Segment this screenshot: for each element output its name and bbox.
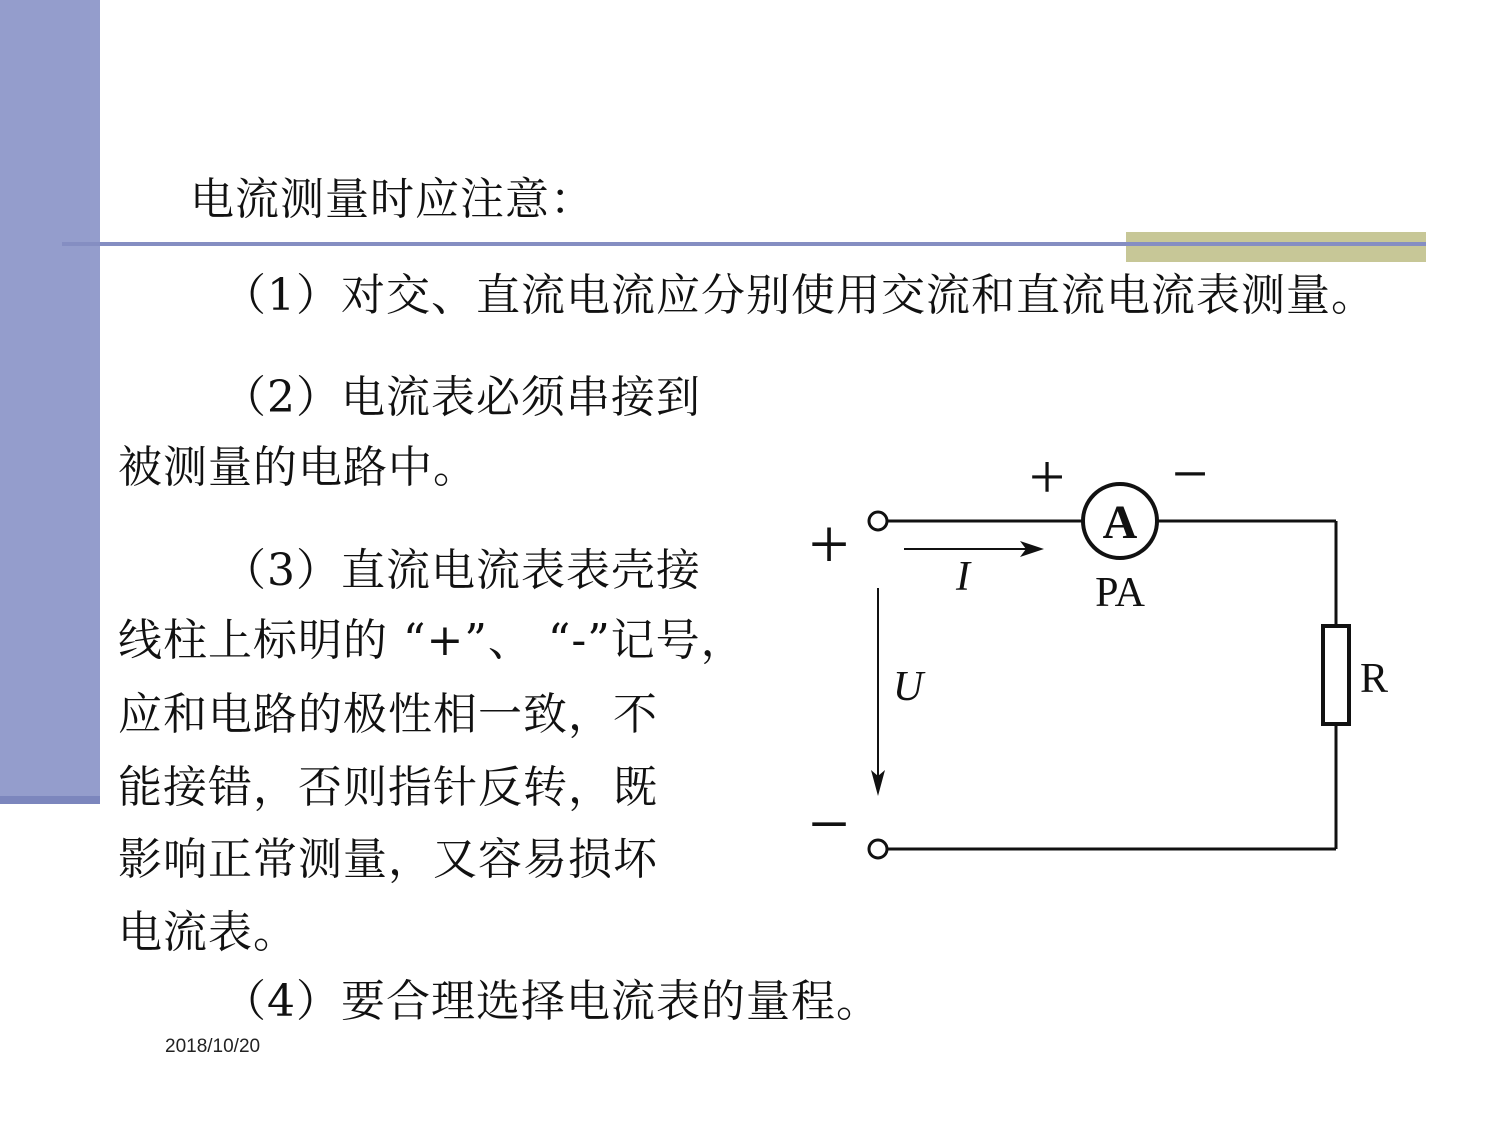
current-label: I (956, 554, 970, 600)
slide-title: 电流测量时应注意： (190, 174, 595, 225)
negative-terminal (869, 840, 887, 858)
item-3-line-4: 能接错，否则指针反转，既 (118, 762, 658, 813)
item-3-line-3: 应和电路的极性相一致，不 (118, 689, 658, 740)
resistor-symbol (1323, 626, 1349, 724)
left-accent-bar (0, 0, 100, 800)
item-3-line-6: 电流表。 (118, 907, 298, 958)
voltage-label: U (892, 664, 924, 710)
item-3-line-1: （3）直流电流表表壳接 (222, 545, 701, 596)
item-4: （4）要合理选择电流表的量程。 (222, 976, 881, 1027)
title-rule (62, 242, 1426, 246)
slide-date: 2018/10/20 (165, 1036, 261, 1057)
resistor-label: R (1359, 656, 1389, 702)
item-1: （1）对交、直流电流应分别使用交流和直流电流表测量。 (222, 270, 1376, 321)
item-2-line-2: 被测量的电路中。 (118, 442, 478, 493)
positive-terminal (869, 512, 887, 530)
ammeter-minus-sign: − (1171, 440, 1209, 509)
left-accent-bar-base (0, 796, 100, 804)
ammeter-letter: A (1102, 496, 1138, 549)
ammeter-label: PA (1095, 570, 1145, 616)
source-minus-sign: − (808, 784, 850, 864)
ammeter-circuit-diagram (790, 440, 1410, 880)
item-3-line-2: 线柱上标明的 “+”、 “-”记号， (118, 615, 746, 666)
item-3-line-5: 影响正常测量，又容易损坏 (118, 834, 658, 885)
item-2-line-1: （2）电流表必须串接到 (222, 372, 701, 423)
ammeter-plus-sign: + (1028, 441, 1066, 512)
title-rule-accent-block (1126, 232, 1426, 262)
source-plus-sign: + (808, 504, 850, 584)
